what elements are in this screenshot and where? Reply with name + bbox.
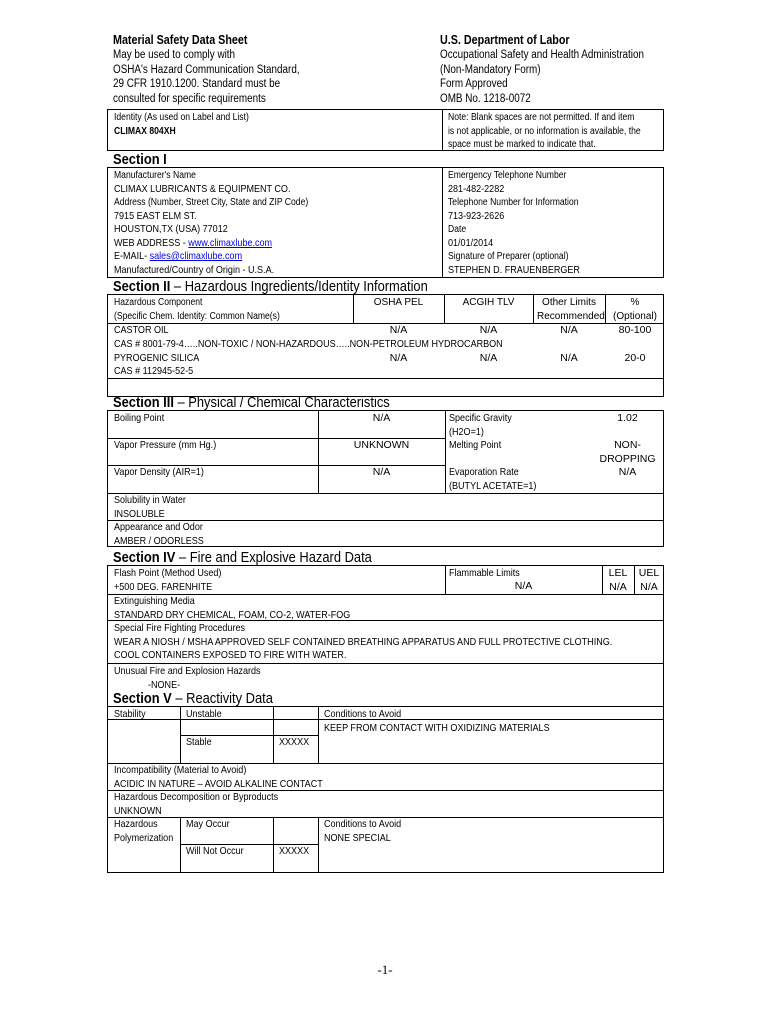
web-label: WEB ADDRESS - xyxy=(114,236,189,249)
department-title: U.S. Department of Labor xyxy=(440,33,570,47)
boiling-point-value: N/A xyxy=(372,412,391,424)
osha-value: N/A xyxy=(389,352,408,364)
col-hazardous-component-sub: (Specific Chem. Identity: Common Name(s) xyxy=(114,310,280,322)
unusual-hazards-value: -NONE- xyxy=(148,678,181,691)
conditions-value: KEEP FROM CONTACT WITH OXIDIZING MATERIALS xyxy=(324,721,550,734)
emergency-phone-value: 281-482-2282 xyxy=(448,182,505,195)
form-title: Material Safety Data Sheet xyxy=(113,33,248,47)
extinguishing-value: STANDARD DRY CHEMICAL, FOAM, CO-2, WATER-FOG xyxy=(114,608,351,621)
preparer-value: STEPHEN D. FRAUENBERGER xyxy=(448,263,580,276)
melting-point-value: NON- xyxy=(614,439,641,451)
lel-label: LEL xyxy=(608,567,628,579)
section-1-box xyxy=(107,167,664,278)
header-left-line: consulted for specific requirements xyxy=(113,92,266,105)
info-phone-value: 713-923-2626 xyxy=(448,209,505,222)
flash-point-label: Flash Point (Method Used) xyxy=(114,567,222,579)
col-osha-pel: OSHA PEL xyxy=(373,297,424,308)
incompatibility-value: ACIDIC IN NATURE – AVOID ALKALINE CONTACT xyxy=(114,777,323,790)
page-number: -1- xyxy=(377,962,393,977)
melting-point-label: Melting Point xyxy=(449,439,502,451)
specific-gravity-label: Specific Gravity xyxy=(449,412,512,424)
table-row: CASTOR OIL xyxy=(114,324,169,336)
unusual-hazards-label: Unusual Fire and Explosion Hazards xyxy=(114,665,261,677)
osha-value: N/A xyxy=(389,324,408,336)
note-line: Note: Blank spaces are not permitted. If and item xyxy=(448,112,635,123)
header-right xyxy=(440,32,677,106)
conditions-label: Conditions to Avoid xyxy=(324,708,402,720)
web-link[interactable]: www.climaxlube.com xyxy=(188,236,273,249)
stable-label: Stable xyxy=(186,736,212,748)
header-left-line: OSHA's Hazard Communication Standard, xyxy=(113,63,300,76)
solubility-label: Solubility in Water xyxy=(114,494,186,506)
other-value: N/A xyxy=(560,324,578,336)
col-acgih-tlv: ACGIH TLV xyxy=(462,297,515,308)
will-not-occur-label: Will Not Occur xyxy=(186,845,244,857)
evaporation-rate-value: N/A xyxy=(618,466,637,478)
info-phone-label: Telephone Number for Information xyxy=(448,197,579,208)
section-5-box xyxy=(107,706,664,873)
address-line: 7915 EAST ELM ST. xyxy=(114,209,197,222)
address-line: HOUSTON,TX (USA) 77012 xyxy=(114,223,228,235)
vapor-density-value: N/A xyxy=(372,466,391,478)
col-other-limits: Other Limits xyxy=(542,297,596,308)
col-hazardous-component: Hazardous Component xyxy=(114,297,203,308)
will-not-occur-mark: XXXXX xyxy=(279,845,310,857)
cas-line: CAS # 112945-52-5 xyxy=(114,365,194,377)
date-value: 01/01/2014 xyxy=(448,236,494,249)
may-occur-label: May Occur xyxy=(186,818,230,830)
note-line: is not applicable, or no information is available, the xyxy=(448,125,641,137)
identity-box xyxy=(107,109,664,151)
other-value: N/A xyxy=(560,352,578,364)
polymerization-conditions-label: Conditions to Avoid xyxy=(324,818,402,830)
percent-value: 80-100 xyxy=(618,324,652,336)
uel-value: N/A xyxy=(640,580,658,593)
appearance-value: AMBER / ODORLESS xyxy=(114,534,204,547)
special-procedures-value-2: COOL CONTAINERS EXPOSED TO FIRE WITH WATER. xyxy=(114,649,347,661)
flash-point-value: +500 DEG. FARENHITE xyxy=(114,580,213,593)
stable-mark: XXXXX xyxy=(279,736,310,748)
unstable-label: Unstable xyxy=(186,708,222,720)
vapor-pressure-label: Vapor Pressure (mm Hg.) xyxy=(114,439,217,451)
header-left xyxy=(113,32,330,106)
cas-line: CAS # 8001-79-4…..NON-TOXIC / NON-HAZARDOUS…..NON-PETROLEUM HYDROCARBON xyxy=(114,338,503,350)
col-percent-sub: (Optional) xyxy=(613,310,657,322)
country-of-origin: Manufactured/Country of Origin - U.S.A. xyxy=(114,263,275,276)
flammable-limits-value: N/A xyxy=(514,580,533,592)
identity-label: Identity (As used on Label and List) xyxy=(114,112,249,123)
header-right-line: OMB No. 1218-0072 xyxy=(440,92,531,105)
extinguishing-label: Extinguishing Media xyxy=(114,595,195,607)
section-4-heading: Section IV – Fire and Explosive Hazard Data xyxy=(113,549,372,566)
email-link[interactable]: sales@climaxlube.com xyxy=(149,250,243,262)
evaporation-rate-label: Evaporation Rate xyxy=(449,466,519,478)
address-label: Address (Number, Street City, State and ZIP Code) xyxy=(114,197,309,208)
header-right-line: Occupational Safety and Health Administration xyxy=(440,49,644,61)
preparer-label: Signature of Preparer (optional) xyxy=(448,251,569,262)
manufacturer-value: CLIMAX LUBRICANTS & EQUIPMENT CO. xyxy=(114,182,291,195)
uel-label: UEL xyxy=(638,567,660,579)
section-3-heading: Section III – Physical / Chemical Characteristics xyxy=(113,394,390,411)
decomposition-label: Hazardous Decomposition or Byproducts xyxy=(114,791,279,803)
flammable-limits-label: Flammable Limits xyxy=(449,567,520,579)
decomposition-value: UNKNOWN xyxy=(114,804,162,817)
section-2-table xyxy=(107,294,664,397)
identity-value: CLIMAX 804XH xyxy=(114,125,176,137)
specific-gravity-value: 1.02 xyxy=(617,412,638,424)
date-label: Date xyxy=(448,224,467,235)
section-2-heading: Section II – Hazardous Ingredients/Identity Information xyxy=(113,278,428,295)
special-procedures-value: WEAR A NIOSH / MSHA APPROVED SELF CONTAINED BREATHING APPARATUS AND FULL PROTECTIVE CLOTHING. xyxy=(114,635,613,648)
melting-point-value-2: DROPPING xyxy=(599,452,656,465)
acgih-value: N/A xyxy=(479,352,498,364)
header-right-line: (Non-Mandatory Form) xyxy=(440,63,541,76)
stability-label: Stability xyxy=(114,708,146,720)
header-right-line: Form Approved xyxy=(440,78,508,90)
col-other-limits-sub: Recommended xyxy=(537,310,605,322)
polymerization-label-2: Polymerization xyxy=(114,831,174,844)
header-left-line: May be used to comply with xyxy=(113,49,236,61)
lel-value: N/A xyxy=(609,580,627,593)
solubility-value: INSOLUBLE xyxy=(114,507,165,520)
col-percent: % xyxy=(630,297,640,308)
section-3-box xyxy=(107,410,664,547)
emergency-phone-label: Emergency Telephone Number xyxy=(448,170,567,181)
specific-gravity-sub: (H2O=1) xyxy=(449,425,484,438)
acgih-value: N/A xyxy=(479,324,498,336)
section-5-heading: Section V – Reactivity Data xyxy=(113,690,273,707)
header-left-line: 29 CFR 1910.1200. Standard must be xyxy=(113,78,281,90)
manufacturer-label: Manufacturer's Name xyxy=(114,170,196,181)
email-label: E-MAIL- xyxy=(114,250,150,262)
section-1-heading: Section I xyxy=(113,151,167,168)
incompatibility-label: Incompatibility (Material to Avoid) xyxy=(114,764,247,776)
table-row: PYROGENIC SILICA xyxy=(114,352,200,364)
polymerization-label: Hazardous xyxy=(114,818,158,830)
appearance-label: Appearance and Odor xyxy=(114,521,203,533)
polymerization-conditions-value: NONE SPECIAL xyxy=(324,831,391,844)
boiling-point-label: Boiling Point xyxy=(114,412,165,424)
note-line: space must be marked to indicate that. xyxy=(448,139,596,150)
percent-value: 20-0 xyxy=(624,352,646,364)
vapor-density-label: Vapor Density (AIR=1) xyxy=(114,466,204,478)
vapor-pressure-value: UNKNOWN xyxy=(353,439,410,451)
special-procedures-label: Special Fire Fighting Procedures xyxy=(114,622,246,634)
evaporation-rate-sub: (BUTYL ACETATE=1) xyxy=(449,479,537,492)
